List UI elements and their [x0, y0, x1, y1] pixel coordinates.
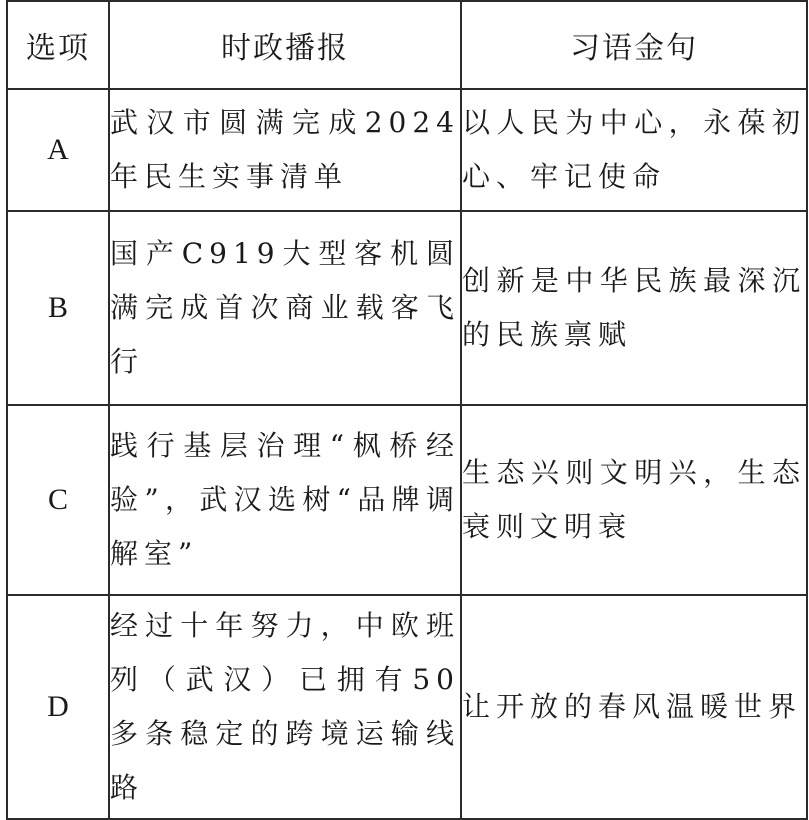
quote-cell [461, 595, 807, 819]
table-row [7, 211, 807, 405]
quote-cell [461, 211, 807, 405]
news-cell [109, 405, 461, 595]
question-table-container [6, 0, 806, 812]
table-row [7, 405, 807, 595]
quote-cell [461, 89, 807, 211]
quote-text: 生态兴则文明兴，生态衰则文明衰 [462, 456, 806, 543]
news-text: 践行基层治理“枫桥经验”，武汉选树“品牌调解室” [110, 429, 460, 570]
header-quote: 习语金句 [461, 1, 807, 89]
table-row [7, 595, 807, 819]
quote-text: 以人民为中心，永葆初心、牢记使命 [462, 106, 806, 193]
news-text: 武汉市圆满完成2024年民生实事清单 [110, 106, 460, 193]
news-cell [109, 211, 461, 405]
option-label: C [7, 405, 109, 595]
option-label: D [7, 595, 109, 819]
news-cell [109, 595, 461, 819]
news-text: 国产C919大型客机圆满完成首次商业载客飞行 [110, 237, 460, 378]
options-table [6, 0, 808, 820]
quote-text: 创新是中华民族最深沉的民族禀赋 [462, 264, 806, 351]
quote-cell [461, 405, 807, 595]
table-row [7, 89, 807, 211]
header-news: 时政播报 [109, 1, 461, 89]
table-header-row [7, 1, 807, 89]
news-cell [109, 89, 461, 211]
news-text: 经过十年努力，中欧班列（武汉）已拥有50多条稳定的跨境运输线路 [110, 609, 460, 804]
option-label: B [7, 211, 109, 405]
quote-text: 让开放的春风温暖世界 [462, 690, 803, 723]
option-label: A [7, 89, 109, 211]
header-option: 选项 [7, 1, 109, 89]
